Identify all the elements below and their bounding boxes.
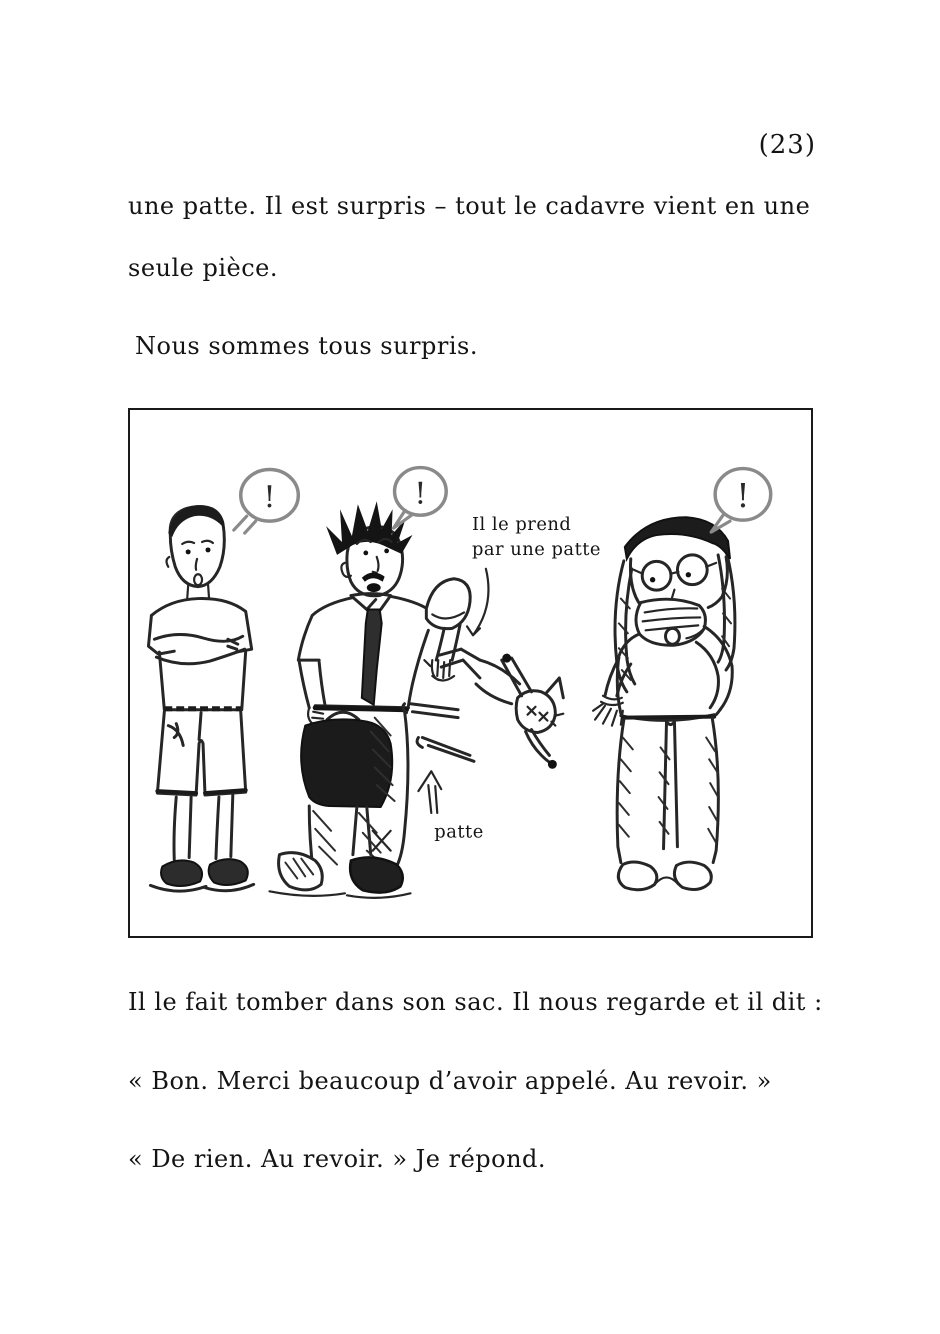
man-right-shoe <box>350 857 403 892</box>
cat-hind-leg <box>461 649 480 678</box>
speech-bubble-boy <box>234 470 299 534</box>
exclamation-woman: ! <box>736 477 750 516</box>
body-line-6: « De rien. Au revoir. » Je répond. <box>128 1145 547 1173</box>
body-line-2: seule pièce. <box>128 254 278 282</box>
man-tie <box>362 609 382 704</box>
woman-jeans-waist <box>623 717 714 718</box>
exclamation-man: ! <box>414 476 427 512</box>
boy-ear <box>167 557 170 567</box>
boy-sandal-right <box>209 859 248 885</box>
woman-hand-over-mouth <box>636 599 705 645</box>
page-number: (23) <box>758 130 816 160</box>
boy-eye-left <box>186 549 191 554</box>
story-illustration-frame <box>128 408 813 938</box>
man-eye-left <box>363 551 368 556</box>
figure-woman <box>593 517 735 890</box>
woman-jeans <box>617 718 718 863</box>
boy-eye-right <box>206 547 211 552</box>
woman-eye-left <box>650 577 655 582</box>
man-left-arm <box>299 662 325 708</box>
glasses-right-lens <box>677 555 707 585</box>
man-mouth <box>367 583 381 592</box>
speech-bubble-man <box>394 468 447 529</box>
boy-tshirt <box>148 598 251 709</box>
bubble-tail <box>234 516 256 533</box>
body-line-5: « Bon. Merci beaucoup d’avoir appelé. Au revoir. » <box>128 1067 772 1095</box>
boy-sandal-left <box>161 860 202 886</box>
cat-tail-tip <box>548 760 557 769</box>
annotation-take <box>467 514 601 635</box>
boy-nose <box>196 559 197 570</box>
speech-bubble-woman <box>711 469 771 533</box>
woman-eye-right <box>686 572 691 577</box>
label-take-line1: Il le prend <box>471 514 572 536</box>
arrow-to-paw <box>418 771 441 813</box>
figure-boy <box>148 505 253 891</box>
glasses-left-lens <box>642 561 671 590</box>
cat-tail <box>526 730 552 764</box>
boy-shorts-hem <box>157 790 245 793</box>
cat-front-leg-1 <box>403 704 458 718</box>
body-line-3: Nous sommes tous surpris. <box>135 332 478 360</box>
body-line-4: Il le fait tomber dans son sac. Il nous regarde et il dit : <box>128 988 823 1016</box>
cat-ear-tip <box>502 654 511 663</box>
man-belt <box>315 708 406 710</box>
woman-shoe-right <box>674 862 711 889</box>
woman-shoe-left <box>618 862 657 890</box>
woman-bangs <box>625 517 730 559</box>
exclamation-boy: ! <box>263 480 276 516</box>
annotation-paw <box>418 771 483 842</box>
cat-belly <box>476 684 512 704</box>
hand-drawn-illustration <box>130 410 811 936</box>
dead-cat <box>403 649 563 769</box>
boy-shorts <box>157 712 245 795</box>
cat-front-leg-2 <box>417 738 474 762</box>
boy-ground-lines <box>150 884 253 891</box>
body-line-1: une patte. Il est surpris – tout le cadavre vient en une <box>128 192 811 220</box>
man-rolled-sleeve <box>426 579 470 629</box>
bag <box>301 719 392 807</box>
boy-crossed-arms <box>154 635 244 664</box>
boy-legs <box>174 795 233 860</box>
label-take-line2: par une patte <box>471 538 601 560</box>
label-paw: patte <box>434 821 484 843</box>
man-eye-right <box>384 549 389 554</box>
cat-big-ear <box>502 658 532 696</box>
